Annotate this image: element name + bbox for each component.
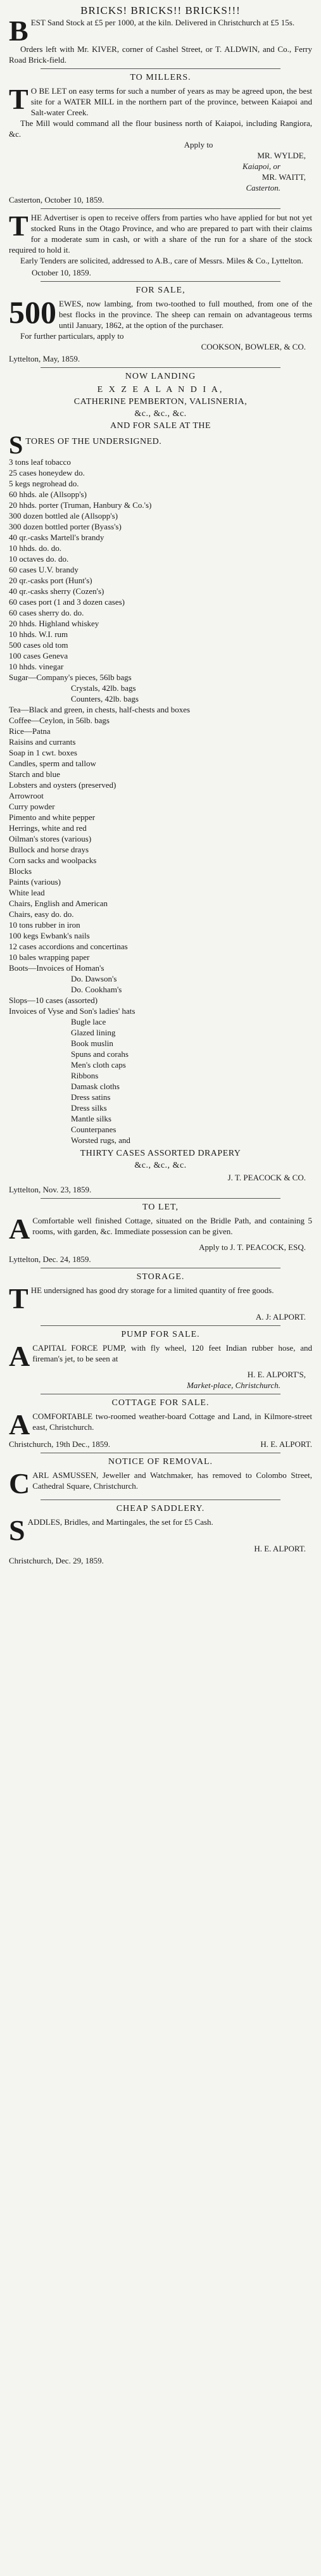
ad-date: Lyttelton, May, 1859.	[9, 354, 80, 363]
goods-item: Corn sacks and woolpacks	[9, 856, 97, 865]
goods-item: Do. Cookham's	[71, 985, 122, 994]
signatory: COOKSON, BOWLER, & CO.	[201, 342, 306, 351]
ad-date: October 10, 1859.	[32, 268, 91, 277]
goods-item: Oilman's stores (various)	[9, 834, 92, 843]
goods-item: 60 cases sherry do. do.	[9, 608, 84, 617]
ad-body: Orders left with Mr. KIVER, corner of Cashel Street, or T. ALDWIN, and Co., Ferry Road Brick-field.	[9, 44, 312, 65]
ship-names-etc: &c., &c., &c.	[134, 409, 187, 419]
goods-item: Do. Dawson's	[71, 974, 117, 983]
stores-heading: TORES OF THE UNDERSIGNED.	[25, 437, 162, 446]
signatory: J. T. PEACOCK & CO.	[227, 1173, 306, 1182]
goods-item: Paints (various)	[9, 877, 61, 887]
goods-item: Crystals, 42lb. bags	[71, 683, 136, 693]
apply-text: Apply to J. T. PEACOCK, ESQ.	[199, 1242, 306, 1252]
goods-item: 500 cases old tom	[9, 640, 68, 650]
goods-item: 3 tons leaf tobacco	[9, 457, 71, 467]
ship-names: E X Z E A L A N D I A,	[97, 385, 224, 395]
ad-body: HE undersigned has good dry storage for a limited quantity of free goods.	[30, 1285, 274, 1295]
drop-cap: C	[9, 1467, 30, 1500]
goods-item: 300 dozen bottled ale (Allsopp's)	[9, 511, 118, 521]
goods-item: Counters, 42lb. bags	[71, 694, 139, 704]
ad-date: Lyttelton, Nov. 23, 1859.	[9, 1185, 92, 1194]
signatory: H. E. ALPORT.	[254, 1544, 306, 1553]
goods-item: Chairs, easy do. do.	[9, 909, 74, 919]
ad-date: Casterton, October 10, 1859.	[9, 195, 104, 205]
drop-cap: A	[9, 1340, 30, 1372]
goods-item: Counterpanes	[71, 1125, 116, 1134]
goods-item: Glazed lining	[71, 1028, 116, 1037]
goods-item: 12 cases accordions and concertinas	[9, 942, 128, 951]
ship-names: CATHERINE PEMBERTON, VALISNERIA,	[73, 397, 248, 407]
goods-item: 100 kegs Ewbank's nails	[9, 931, 90, 940]
ad-body: EST Sand Stock at £5 per 1000, at the kiln. Delivered in Christchurch at £5 15s.	[30, 18, 295, 27]
ad-body: O BE LET on easy terms for such a number of years as may be agreed upon, the best site for a WATER MILL in the northern part of the province, between Kaiapoi and Salt-water Creek.	[30, 86, 312, 117]
ad-stores-now-landing	[9, 371, 312, 1195]
goods-item: 10 hhds. vinegar	[9, 662, 64, 671]
goods-item: 100 cases Geneva	[9, 651, 68, 660]
ad-runs-wanted	[9, 212, 312, 278]
goods-item: Bullock and horse drays	[9, 845, 89, 854]
goods-item: Rice—Patna	[9, 726, 51, 736]
drop-cap: A	[9, 1408, 30, 1441]
goods-item: Lobsters and oysters (preserved)	[9, 780, 116, 790]
goods-item: Coffee—Ceylon, in 56lb. bags	[9, 716, 110, 725]
goods-item: Ribbons	[71, 1071, 99, 1080]
signatory: MR. WAITT,	[261, 172, 306, 182]
goods-item: 40 qr.-casks Martell's brandy	[9, 533, 104, 542]
drop-number: 500	[9, 294, 56, 330]
drop-cap: S	[9, 431, 23, 459]
goods-item: Soap in 1 cwt. boxes	[9, 748, 77, 757]
apply-text: Apply to	[184, 140, 213, 149]
goods-item: Curry powder	[9, 802, 55, 811]
goods-item: 10 tons rubber in iron	[9, 920, 80, 930]
drop-cap: B	[9, 15, 28, 47]
ad-pump-for-sale	[9, 1329, 312, 1391]
ad-date: Christchurch, Dec. 29, 1859.	[9, 1556, 104, 1565]
goods-item: 40 qr.-casks sherry (Cozen's)	[9, 586, 104, 596]
goods-list	[9, 457, 312, 1146]
goods-item: Worsted rugs, and	[71, 1135, 130, 1145]
ad-body: The Mill would command all the flour business north of Kaiapoi, including Rangiora, &c.	[9, 118, 312, 139]
ad-heading: NOTICE OF REMOVAL.	[108, 1457, 213, 1467]
ad-body: EWES, now lambing, from two-toothed to full mouthed, from one of the best flocks in the province. The sheep can remain on advantageous terms until January, 1862, at the option of the purchaser.	[59, 299, 312, 330]
ad-body: ARL ASMUSSEN, Jeweller and Watchmaker, has removed to Colombo Street, Cathedral Square, Christchurch.	[32, 1470, 312, 1491]
goods-item: Bugle lace	[71, 1017, 106, 1026]
goods-item: 10 bales wrapping paper	[9, 952, 90, 962]
divider	[41, 281, 280, 282]
signatory-place: Kaiapoi, or	[242, 161, 280, 171]
ad-signature	[9, 139, 312, 193]
goods-item: 5 kegs negrohead do.	[9, 479, 79, 488]
drop-cap: S	[9, 1514, 25, 1546]
goods-item: Starch and blue	[9, 769, 60, 779]
ad-body: Early Tenders are solicited, addressed to A.B., care of Messrs. Miles & Co., Lyttelton.	[20, 256, 303, 265]
ad-headline: BRICKS! BRICKS!! BRICKS!!!	[80, 4, 241, 16]
ad-ewes-for-sale	[9, 285, 312, 364]
goods-item: Invoices of Vyse and Son's ladies' hats	[9, 1006, 135, 1016]
goods-item: Boots—Invoices of Homan's	[9, 963, 104, 973]
drapery-etc: &c., &c., &c.	[134, 1161, 187, 1170]
ad-body: Comfortable well finished Cottage, situated on the Bridle Path, and containing 5 rooms, with garden, &c. Immediate possession can be given.	[32, 1216, 312, 1236]
drop-cap: T	[9, 83, 28, 115]
drop-cap: A	[9, 1213, 30, 1245]
goods-item: Herrings, white and red	[9, 823, 87, 833]
drop-cap: T	[9, 210, 28, 242]
goods-item: White lead	[9, 888, 45, 897]
ad-heading: TO LET,	[142, 1203, 179, 1212]
goods-item: Men's cloth caps	[71, 1060, 126, 1070]
goods-item: 10 octaves do. do.	[9, 554, 69, 564]
ad-body: COMFORTABLE two-roomed weather-board Cottage and Land, in Kilmore-street east, Christchurch.	[32, 1411, 312, 1432]
goods-item: Book muslin	[71, 1039, 113, 1048]
ad-heading: PUMP FOR SALE.	[121, 1330, 200, 1339]
goods-item: 60 cases U.V. brandy	[9, 565, 79, 574]
goods-item: Dress satins	[71, 1092, 111, 1102]
ad-body: HE Advertiser is open to receive offers from parties who have applied for but not yet stocked Runs in the Otago Province, and who are prepared to part with their claims for a moderate sum in cash, or with a share of the run for a share of the stock required to hold it.	[9, 213, 312, 255]
goods-item: Pimento and white pepper	[9, 812, 96, 822]
divider	[41, 68, 280, 69]
signatory: H. E. ALPORT.	[260, 1439, 312, 1449]
ad-signature	[9, 1543, 312, 1554]
for-sale-line: AND FOR SALE AT THE	[110, 421, 211, 431]
goods-item: 20 qr.-casks port (Hunt's)	[9, 576, 92, 585]
ad-notice-of-removal	[9, 1456, 312, 1500]
goods-item: Tea—Black and green, in chests, half-chests and boxes	[9, 705, 191, 714]
ad-signature	[9, 341, 312, 352]
date-signature-row	[9, 1439, 312, 1449]
goods-item: Damask cloths	[71, 1082, 120, 1091]
goods-item: Blocks	[9, 866, 32, 876]
ad-heading: STORAGE.	[136, 1272, 185, 1282]
divider	[41, 367, 280, 368]
goods-item: 20 hhds. Highland whiskey	[9, 619, 99, 628]
goods-item: 60 hhds. ale (Allsopp's)	[9, 489, 87, 499]
ad-body: For further particulars, apply to	[20, 331, 124, 341]
ad-signature	[9, 1311, 312, 1322]
ad-heading: FOR SALE,	[135, 286, 186, 295]
ad-signature	[9, 1242, 312, 1253]
signatory: MR. WYLDE,	[257, 151, 306, 160]
ad-body: ADDLES, Bridles, and Martingales, the set for £5 Cash.	[27, 1517, 213, 1527]
goods-item: 25 cases honeydew do.	[9, 468, 85, 477]
goods-item: 60 cases port (1 and 3 dozen cases)	[9, 597, 125, 607]
goods-item: Raisins and currants	[9, 737, 76, 747]
goods-item: 10 hhds. W.I. rum	[9, 629, 68, 639]
ad-storage	[9, 1272, 312, 1322]
ad-heading: COTTAGE FOR SALE.	[111, 1398, 210, 1408]
signatory-place: Casterton.	[246, 183, 280, 193]
goods-item: Candles, sperm and tallow	[9, 759, 96, 768]
ad-signature	[9, 1369, 312, 1391]
goods-item: Mantle silks	[71, 1114, 111, 1123]
ad-to-millers	[9, 72, 312, 205]
drapery-line: THIRTY CASES ASSORTED DRAPERY	[80, 1149, 241, 1158]
ad-body: CAPITAL FORCE PUMP, with fly wheel, 120 feet Indian rubber hose, and fireman's jet, to be seen at	[32, 1343, 312, 1363]
goods-item: Chairs, English and American	[9, 899, 108, 908]
ad-cheap-saddlery	[9, 1503, 312, 1566]
ad-date: Lyttelton, Dec. 24, 1859.	[9, 1254, 91, 1264]
divider	[41, 1325, 280, 1326]
signatory: A. J: ALPORT.	[255, 1312, 306, 1322]
divider	[41, 208, 280, 209]
goods-item: Spuns and corahs	[71, 1049, 129, 1059]
goods-item: Sugar—Company's pieces, 56lb bags	[9, 672, 132, 682]
divider	[41, 1198, 280, 1199]
goods-item: 300 dozen bottled porter (Byass's)	[9, 522, 122, 531]
goods-item: 10 hhds. do. do.	[9, 543, 62, 553]
ad-to-let	[9, 1202, 312, 1265]
ad-heading: TO MILLERS.	[130, 73, 191, 82]
goods-item: Dress silks	[71, 1103, 107, 1113]
ad-heading: CHEAP SADDLERY.	[116, 1504, 205, 1513]
signatory-place: Market-place, Christchurch.	[187, 1380, 280, 1390]
goods-item: 20 hhds. porter (Truman, Hanbury & Co.'s)	[9, 500, 152, 510]
signatory: H. E. ALPORT'S,	[247, 1370, 306, 1379]
goods-item: Slops—10 cases (assorted)	[9, 995, 98, 1005]
ad-date: Christchurch, 19th Dec., 1859.	[9, 1439, 110, 1449]
ad-cottage-for-sale	[9, 1398, 312, 1449]
ad-heading: NOW LANDING	[125, 372, 196, 381]
ad-signature	[9, 1172, 312, 1183]
drop-cap: T	[9, 1282, 28, 1315]
ad-bricks	[9, 5, 312, 65]
goods-item: Arrowroot	[9, 791, 44, 800]
